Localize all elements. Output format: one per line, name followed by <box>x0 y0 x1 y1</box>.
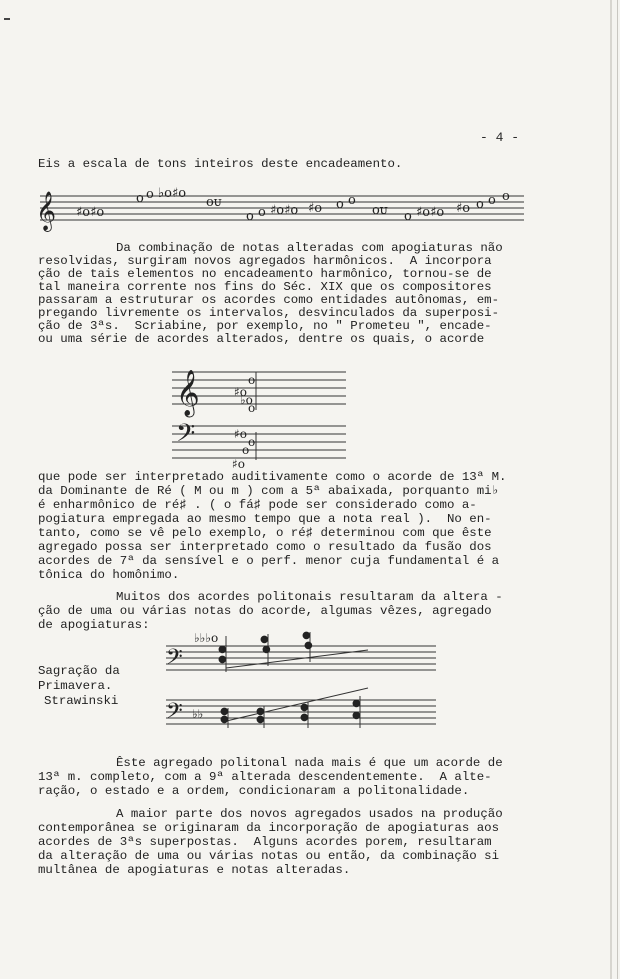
key-signature: ♭♭ <box>192 707 204 721</box>
svg-text:o: o <box>248 373 256 387</box>
bass-clef-icon: 𝄢 <box>176 419 196 454</box>
bass-clef-icon: 𝄢 <box>166 699 183 729</box>
page-number: - 4 - <box>480 130 520 145</box>
svg-text:♯o: ♯o <box>234 427 248 441</box>
svg-text:o: o <box>336 197 344 212</box>
svg-text:♯o♯o: ♯o♯o <box>416 205 445 220</box>
svg-text:●: ● <box>300 702 309 713</box>
svg-text:♭o♯o: ♭o♯o <box>158 186 187 201</box>
svg-text:o: o <box>248 401 256 415</box>
svg-text:♯o: ♯o <box>456 201 471 216</box>
svg-text:●: ● <box>302 630 311 641</box>
key-signature: ♭♭♭o <box>194 631 219 645</box>
svg-text:ᴏᴜ: ᴏᴜ <box>206 195 222 210</box>
margin-mark <box>4 18 10 20</box>
svg-text:♯o: ♯o <box>308 201 323 216</box>
scriabin-chord-staff <box>170 360 350 472</box>
svg-text:o: o <box>404 209 412 224</box>
svg-text:o: o <box>488 193 496 208</box>
svg-text:●: ● <box>218 644 227 655</box>
bass-clef-icon: 𝄢 <box>166 645 183 675</box>
document-page: - 4 - Eis a escala de tons inteiros deste encadeamento. 𝄞 ♯o♯o o o ♭o♯o ᴏᴜ o o ♯o♯o ♯o o o ᴏᴜ o ♯o♯o ♯o o o o Da combinação de notas alteradas com apogiaturas não resolvidas, surgiram novos agregados harmônicos. A incorpora ção de tais elementos no encadeamento harmônico, tornou-se de tal maneira corrente nos fins do Séc. XIX que os compositores passaram a estruturar os acordes como entidades autônomas, em- pregando livremente os intervalos, desvinculados da superposi- ção de 3ªs. Scriabine, por exemplo, no " Prometeu ", encade- ou uma série de acordes alterados, dentre os quais, o acorde 𝄞 𝄢 o ♯o ♭o o ♯o o o ♯o que pode ser interpretado auditivamente como o acorde de 13ª M. da Dominante de Ré ( M ou m ) com a 5ª abaixada, porquanto mi♭ é enharmônico de ré♯ . ( o fá♯ pode ser considerado como a- pogiatura empregada ao mesmo tempo que a nota real ). No en- tanto, como se vê pelo exemplo, o ré♯ determinou com que êste agregado possa ser interpretado como o resultado da fusão dos acordes de 7ª da sensível e o perf. menor cuja fundamental é a tônica do homônimo. Muitos dos acordes politonais resultaram da altera - ção de uma ou várias notas do acorde, algumas vêzes, agregado de apogiaturas: Sagração da Primavera. Strawinski 𝄢 𝄢 ♭♭♭o ♭♭ ● ● ● ● ● ● ● ● ● ● ● ● ● ● Êste agregado politonal nada mais é que um acorde de 13ª m. completo, com a 9ª alterada descendentemente. A alte- ração, o estado e a ordem, condicionaram a politonalidade. A maior parte dos novos agregados usados na produção contemporânea se originaram da incorporação de apogiaturas aos acordes de 3ªs superpostas. Alguns acordes porem, resultaram da alteração de uma ou várias notas ou então, da combinação si multânea de apogiaturas e notas alteradas. <box>0 0 620 979</box>
whole-tone-scale-staff <box>36 188 526 240</box>
svg-text:o: o <box>136 191 144 206</box>
svg-text:●: ● <box>352 710 361 721</box>
svg-text:●: ● <box>218 654 227 665</box>
svg-text:o: o <box>258 205 266 220</box>
bass-staff-lines <box>172 426 346 458</box>
scale-notes <box>76 186 510 224</box>
svg-text:♯o: ♯o <box>234 385 248 399</box>
svg-text:●: ● <box>304 640 313 651</box>
intro-line: Eis a escala de tons inteiros deste encadeamento. <box>38 157 403 171</box>
svg-text:o: o <box>348 193 356 208</box>
treble-clef-icon: 𝄞 <box>36 191 57 231</box>
svg-text:●: ● <box>352 698 361 709</box>
treble-clef-icon: 𝄞 <box>176 370 200 416</box>
svg-text:♯o: ♯o <box>232 457 246 471</box>
svg-text:o: o <box>242 443 250 457</box>
svg-text:●: ● <box>256 706 265 717</box>
svg-text:♯o♯o: ♯o♯o <box>270 203 299 218</box>
svg-text:ᴏᴜ: ᴏᴜ <box>372 203 388 218</box>
svg-text:o: o <box>248 435 256 449</box>
beam-line <box>222 688 368 722</box>
svg-text:●: ● <box>300 712 309 723</box>
page-edge-outer <box>617 0 618 979</box>
beam-line <box>226 650 368 668</box>
svg-text:o: o <box>146 187 154 202</box>
svg-text:●: ● <box>220 714 229 725</box>
svg-text:●: ● <box>262 644 271 655</box>
rite-of-spring-staff <box>158 622 440 734</box>
svg-text:♯o♯o: ♯o♯o <box>76 205 105 220</box>
page-edge <box>610 0 612 979</box>
chord-notes <box>218 630 361 725</box>
svg-text:o: o <box>502 189 510 204</box>
svg-text:●: ● <box>260 634 269 645</box>
svg-text:o: o <box>476 197 484 212</box>
svg-text:●: ● <box>220 706 229 717</box>
svg-text:●: ● <box>256 714 265 725</box>
svg-text:♭o: ♭o <box>240 393 253 407</box>
svg-text:o: o <box>246 209 254 224</box>
